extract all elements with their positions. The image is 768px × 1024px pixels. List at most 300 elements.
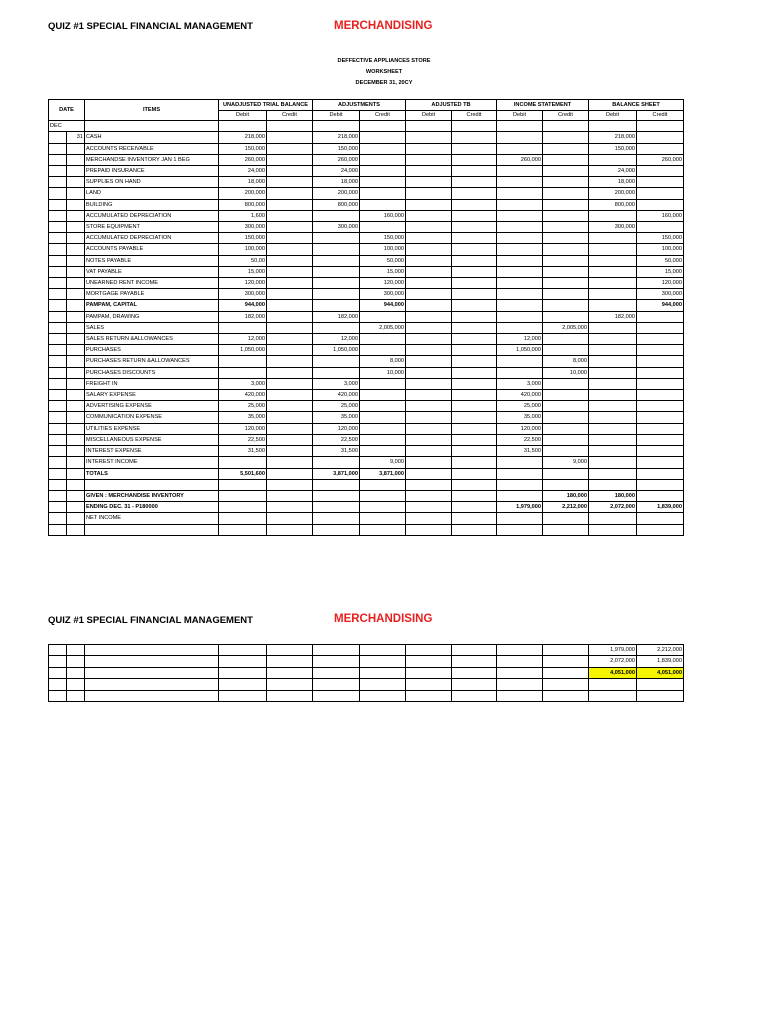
amount-cell	[543, 513, 589, 524]
table-row	[49, 645, 684, 656]
amount-cell	[406, 423, 452, 434]
amount-cell	[452, 266, 497, 277]
amount-cell	[452, 199, 497, 210]
amount-cell: 260,000	[637, 154, 684, 165]
amount-cell: 260,000	[313, 154, 360, 165]
store-name: DEFFECTIVE APPLIANCES STORE	[337, 58, 431, 64]
table-row	[49, 132, 684, 143]
amount-cell	[267, 401, 313, 412]
amount-cell	[360, 334, 406, 345]
amount-cell	[360, 132, 406, 143]
amount-cell	[406, 656, 452, 667]
amount-cell	[406, 345, 452, 356]
amount-cell	[543, 412, 589, 423]
amount-cell: 3,871,000	[360, 468, 406, 479]
item-cell: SUPPLIES ON HAND	[85, 177, 219, 188]
amount-cell	[543, 667, 589, 678]
amount-cell	[406, 390, 452, 401]
amount-cell: 22,500	[313, 434, 360, 445]
day-cell	[67, 390, 85, 401]
amount-cell: 3,871,000	[313, 468, 360, 479]
amount-cell	[589, 390, 637, 401]
amount-cell: 24,000	[589, 166, 637, 177]
amount-cell: 1,839,000	[637, 656, 684, 667]
amount-cell: 35,000	[497, 412, 543, 423]
amount-cell	[497, 199, 543, 210]
amount-cell: 182,000	[313, 311, 360, 322]
worksheet-table	[48, 99, 684, 536]
amount-cell	[452, 457, 497, 468]
amount-cell: 150,000	[589, 143, 637, 154]
amount-cell	[267, 446, 313, 457]
amount-cell	[406, 255, 452, 266]
row-spacer	[49, 210, 67, 221]
row-spacer	[49, 177, 67, 188]
amount-cell	[589, 154, 637, 165]
amount-cell	[543, 300, 589, 311]
day-cell	[67, 378, 85, 389]
table-row	[49, 210, 684, 221]
amount-cell: 800,000	[589, 199, 637, 210]
amount-cell	[497, 356, 543, 367]
row-spacer	[49, 188, 67, 199]
amount-cell: 31,500	[313, 446, 360, 457]
amount-cell	[360, 513, 406, 524]
amount-cell: 300,000	[313, 222, 360, 233]
day-cell	[67, 199, 85, 210]
amount-cell	[543, 121, 589, 132]
amount-cell	[497, 121, 543, 132]
amount-cell: 1,600	[219, 210, 267, 221]
amount-cell	[543, 244, 589, 255]
day-cell	[67, 311, 85, 322]
row-spacer	[49, 367, 67, 378]
table-row	[49, 143, 684, 154]
amount-cell	[497, 289, 543, 300]
amount-cell	[452, 244, 497, 255]
amount-cell: 150,000	[219, 233, 267, 244]
row-spacer	[49, 244, 67, 255]
item-cell: SALES	[85, 322, 219, 333]
debit-header: Debit	[313, 111, 360, 121]
amount-cell	[406, 367, 452, 378]
row-spacer	[49, 479, 67, 490]
amount-cell	[406, 188, 452, 199]
items-header: ITEMS	[85, 100, 219, 121]
item-cell: SALES RETURN &ALLOWANCES	[85, 334, 219, 345]
amount-cell	[313, 367, 360, 378]
amount-cell	[406, 322, 452, 333]
amount-cell	[313, 645, 360, 656]
amount-cell	[406, 166, 452, 177]
amount-cell	[360, 656, 406, 667]
item-cell	[85, 656, 219, 667]
amount-cell: 120,000	[637, 278, 684, 289]
row-spacer	[49, 679, 67, 690]
amount-cell	[267, 121, 313, 132]
row-spacer	[49, 143, 67, 154]
day-cell: 31	[67, 132, 85, 143]
amount-cell: 2,072,000	[589, 502, 637, 513]
amount-cell: 150,000	[637, 233, 684, 244]
table-row	[49, 266, 684, 277]
amount-cell	[267, 222, 313, 233]
amount-cell: 22,500	[219, 434, 267, 445]
column-group-header: ADJUSTMENTS	[313, 100, 406, 111]
amount-cell	[497, 233, 543, 244]
amount-cell	[589, 434, 637, 445]
amount-cell: 15,000	[360, 266, 406, 277]
amount-cell: 35,000	[219, 412, 267, 423]
amount-cell	[452, 255, 497, 266]
amount-cell: 12,000	[313, 334, 360, 345]
row-spacer	[49, 513, 67, 524]
amount-cell	[313, 356, 360, 367]
item-cell: INTEREST EXPENSE	[85, 446, 219, 457]
amount-cell	[452, 177, 497, 188]
item-cell: PAMPAM, CAPITAL	[85, 300, 219, 311]
amount-cell	[406, 524, 452, 535]
amount-cell	[406, 434, 452, 445]
amount-cell: 31,500	[497, 446, 543, 457]
amount-cell: 2,072,000	[589, 656, 637, 667]
amount-cell	[313, 656, 360, 667]
item-cell: STORE EQUIPMENT	[85, 222, 219, 233]
day-cell	[67, 356, 85, 367]
amount-cell: 8,000	[360, 356, 406, 367]
amount-cell	[543, 222, 589, 233]
amount-cell	[497, 188, 543, 199]
amount-cell	[360, 143, 406, 154]
row-spacer	[49, 502, 67, 513]
amount-cell	[637, 434, 684, 445]
amount-cell	[267, 656, 313, 667]
amount-cell: 50,00	[219, 255, 267, 266]
amount-cell	[219, 490, 267, 501]
amount-cell	[589, 479, 637, 490]
amount-cell	[313, 667, 360, 678]
day-cell	[67, 434, 85, 445]
item-cell: NOTES PAYABLE	[85, 255, 219, 266]
amount-cell	[637, 690, 684, 701]
table-row	[49, 468, 684, 479]
amount-cell: 218,000	[589, 132, 637, 143]
amount-cell	[589, 244, 637, 255]
amount-cell	[497, 255, 543, 266]
amount-cell	[219, 513, 267, 524]
item-cell: FREIGHT IN	[85, 378, 219, 389]
amount-cell	[452, 311, 497, 322]
amount-cell	[543, 345, 589, 356]
amount-cell	[637, 490, 684, 501]
amount-cell	[452, 300, 497, 311]
date-header: DATE	[49, 100, 85, 121]
amount-cell	[406, 233, 452, 244]
amount-cell	[313, 244, 360, 255]
amount-cell	[267, 434, 313, 445]
amount-cell	[543, 154, 589, 165]
item-cell: ACCUMULATED DEPRECIATION	[85, 210, 219, 221]
amount-cell	[589, 513, 637, 524]
amount-cell: 944,000	[637, 300, 684, 311]
amount-cell: 180,000	[589, 490, 637, 501]
amount-cell	[497, 143, 543, 154]
item-cell	[85, 645, 219, 656]
amount-cell	[637, 524, 684, 535]
credit-header: Credit	[637, 111, 684, 121]
amount-cell	[406, 412, 452, 423]
row-spacer	[49, 322, 67, 333]
amount-cell: 300,000	[637, 289, 684, 300]
amount-cell	[360, 667, 406, 678]
amount-cell	[497, 300, 543, 311]
amount-cell	[452, 412, 497, 423]
amount-cell	[360, 645, 406, 656]
amount-cell	[267, 266, 313, 277]
amount-cell	[267, 479, 313, 490]
amount-cell	[543, 177, 589, 188]
quiz-title: QUIZ #1 SPECIAL FINANCIAL MANAGEMENT	[48, 21, 253, 32]
item-cell	[85, 524, 219, 535]
row-spacer	[49, 345, 67, 356]
amount-cell: 120,000	[313, 423, 360, 434]
item-cell: CASH	[85, 132, 219, 143]
amount-cell	[497, 524, 543, 535]
amount-cell	[267, 132, 313, 143]
row-spacer	[49, 645, 67, 656]
table-row	[49, 166, 684, 177]
amount-cell	[406, 513, 452, 524]
amount-cell	[637, 199, 684, 210]
item-cell: ACCUMULATED DEPRECIATION	[85, 233, 219, 244]
amount-cell: 260,000	[497, 154, 543, 165]
debit-header: Debit	[497, 111, 543, 121]
amount-cell	[637, 378, 684, 389]
amount-cell	[543, 210, 589, 221]
row-spacer	[49, 490, 67, 501]
amount-cell: 420,000	[497, 390, 543, 401]
row-spacer	[49, 278, 67, 289]
amount-cell	[452, 367, 497, 378]
table-row	[49, 322, 684, 333]
amount-cell: 3,000	[219, 378, 267, 389]
amount-cell	[360, 154, 406, 165]
row-spacer	[49, 334, 67, 345]
row-spacer	[49, 667, 67, 678]
amount-cell	[406, 244, 452, 255]
amount-cell	[637, 513, 684, 524]
amount-cell: 100,000	[360, 244, 406, 255]
item-cell: COMMUNICATION EXPENSE	[85, 412, 219, 423]
amount-cell	[543, 143, 589, 154]
table-row	[49, 401, 684, 412]
amount-cell	[452, 656, 497, 667]
amount-cell: 2,212,000	[637, 645, 684, 656]
amount-cell: 25,000	[313, 401, 360, 412]
amount-cell	[360, 378, 406, 389]
amount-cell: 300,000	[360, 289, 406, 300]
amount-cell	[497, 690, 543, 701]
table-row	[49, 667, 684, 678]
day-cell	[67, 502, 85, 513]
amount-cell: 12,000	[497, 334, 543, 345]
amount-cell	[313, 121, 360, 132]
amount-cell	[313, 490, 360, 501]
amount-cell	[219, 524, 267, 535]
amount-cell	[497, 322, 543, 333]
column-group-header: UNADJUSTED TRIAL BALANCE	[219, 100, 313, 111]
amount-cell: 160,000	[360, 210, 406, 221]
amount-cell	[497, 367, 543, 378]
amount-cell	[543, 199, 589, 210]
amount-cell	[452, 210, 497, 221]
amount-cell	[452, 423, 497, 434]
amount-cell	[406, 502, 452, 513]
amount-cell: 5,501,600	[219, 468, 267, 479]
amount-cell	[313, 513, 360, 524]
amount-cell	[543, 278, 589, 289]
amount-cell	[406, 300, 452, 311]
row-spacer	[49, 289, 67, 300]
amount-cell: 4,051,000	[637, 667, 684, 678]
amount-cell	[637, 121, 684, 132]
amount-cell	[589, 255, 637, 266]
amount-cell	[406, 143, 452, 154]
column-group-header: BALANCE SHEET	[589, 100, 684, 111]
item-cell: ADVERTISING EXPENSE	[85, 401, 219, 412]
amount-cell	[406, 446, 452, 457]
amount-cell	[406, 645, 452, 656]
debit-header: Debit	[406, 111, 452, 121]
amount-cell	[452, 513, 497, 524]
day-cell	[67, 166, 85, 177]
amount-cell	[313, 266, 360, 277]
item-cell	[85, 121, 219, 132]
amount-cell	[543, 255, 589, 266]
amount-cell	[543, 434, 589, 445]
amount-cell: 218,000	[219, 132, 267, 143]
amount-cell: 3,000	[313, 378, 360, 389]
table-row	[49, 311, 684, 322]
amount-cell	[360, 311, 406, 322]
item-cell: NET INCOME	[85, 513, 219, 524]
day-cell	[67, 446, 85, 457]
amount-cell	[360, 166, 406, 177]
day-cell	[67, 233, 85, 244]
table-row	[49, 656, 684, 667]
amount-cell	[589, 524, 637, 535]
amount-cell	[267, 334, 313, 345]
row-spacer	[49, 311, 67, 322]
amount-cell	[313, 479, 360, 490]
table-row	[49, 457, 684, 468]
amount-cell	[452, 356, 497, 367]
amount-cell	[219, 667, 267, 678]
day-cell	[67, 278, 85, 289]
amount-cell	[452, 154, 497, 165]
amount-cell	[497, 656, 543, 667]
amount-cell	[267, 667, 313, 678]
item-cell: TOTALS	[85, 468, 219, 479]
amount-cell	[452, 390, 497, 401]
amount-cell	[360, 679, 406, 690]
table-row	[49, 356, 684, 367]
amount-cell	[360, 490, 406, 501]
topic-title: MERCHANDISING	[334, 20, 433, 32]
amount-cell	[452, 446, 497, 457]
amount-cell: 120,000	[219, 423, 267, 434]
amount-cell	[543, 233, 589, 244]
table-row	[49, 367, 684, 378]
item-cell: MISCELLANEOUS EXPENSE	[85, 434, 219, 445]
amount-cell: 150,000	[313, 143, 360, 154]
amount-cell	[267, 255, 313, 266]
item-cell: UTILITIES EXPENSE	[85, 423, 219, 434]
table-row	[49, 177, 684, 188]
day-cell	[67, 468, 85, 479]
amount-cell	[267, 289, 313, 300]
amount-cell	[497, 166, 543, 177]
row-spacer	[49, 300, 67, 311]
amount-cell	[406, 667, 452, 678]
item-cell: PURCHASES	[85, 345, 219, 356]
item-cell: VAT PAYABLE	[85, 266, 219, 277]
amount-cell	[543, 645, 589, 656]
amount-cell	[637, 423, 684, 434]
amount-cell	[406, 490, 452, 501]
amount-cell	[267, 524, 313, 535]
amount-cell	[267, 188, 313, 199]
table-row	[49, 502, 684, 513]
amount-cell	[637, 367, 684, 378]
table-row	[49, 289, 684, 300]
amount-cell	[589, 289, 637, 300]
amount-cell: 1,979,000	[589, 645, 637, 656]
amount-cell	[267, 468, 313, 479]
amount-cell: 160,000	[637, 210, 684, 221]
day-cell	[67, 645, 85, 656]
amount-cell	[589, 356, 637, 367]
day-cell	[67, 401, 85, 412]
item-cell: PREPAID INSURANCE	[85, 166, 219, 177]
amount-cell	[452, 490, 497, 501]
amount-cell	[589, 334, 637, 345]
amount-cell	[406, 401, 452, 412]
amount-cell	[267, 502, 313, 513]
doc-type: WORKSHEET	[365, 69, 403, 75]
amount-cell	[267, 177, 313, 188]
table-row	[49, 378, 684, 389]
amount-cell: 3,000	[497, 378, 543, 389]
amount-cell	[452, 121, 497, 132]
amount-cell	[406, 311, 452, 322]
amount-cell: 200,000	[219, 188, 267, 199]
amount-cell	[637, 457, 684, 468]
amount-cell	[360, 345, 406, 356]
amount-cell: 150,000	[219, 143, 267, 154]
amount-cell: 100,000	[637, 244, 684, 255]
amount-cell: 4,051,000	[589, 667, 637, 678]
amount-cell: 31,500	[219, 446, 267, 457]
table-row	[49, 345, 684, 356]
day-cell	[67, 667, 85, 678]
amount-cell: 1,050,000	[313, 345, 360, 356]
doc-date: DECEMBER 31, 20CY	[355, 80, 413, 86]
amount-cell	[219, 457, 267, 468]
day-cell	[67, 513, 85, 524]
amount-cell	[313, 524, 360, 535]
amount-cell: 9,000	[360, 457, 406, 468]
